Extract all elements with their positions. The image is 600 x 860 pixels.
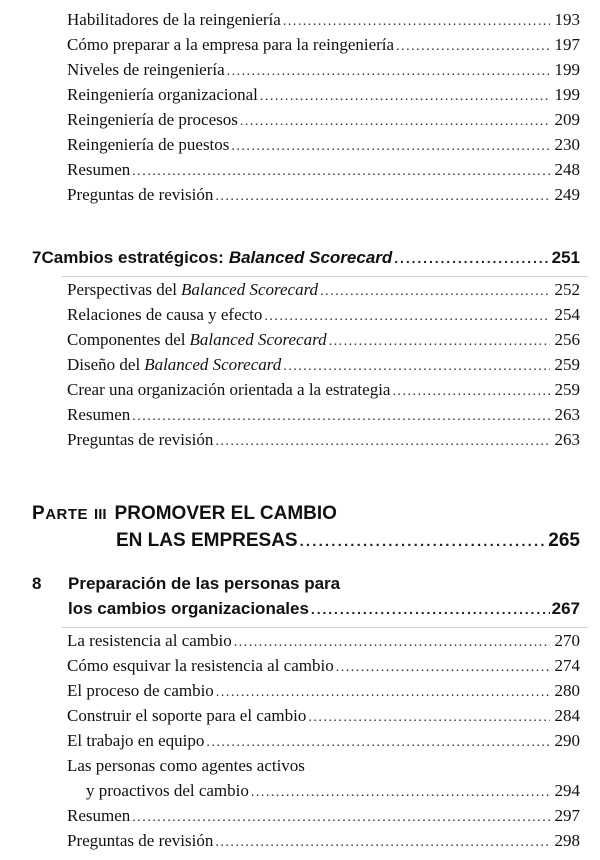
divider	[62, 276, 588, 277]
entry-title: La resistencia al cambio	[67, 631, 232, 650]
entry-page: 259	[554, 380, 580, 399]
entry-title: Construir el soporte para el cambio	[67, 706, 307, 725]
entry-title-italic: Balanced Scorecard	[189, 330, 327, 349]
entry-title: El proceso de cambio	[67, 681, 214, 700]
leader-dots	[132, 810, 550, 826]
entry-title: Relaciones de causa y efecto	[67, 305, 263, 324]
entry-title: Resumen	[67, 405, 131, 424]
leader-dots	[329, 334, 550, 350]
leader-dots	[216, 685, 550, 701]
toc-entry[interactable]	[67, 135, 580, 155]
entry-title: Cómo esquivar la resistencia al cambio	[67, 656, 334, 675]
chapter-heading-line2[interactable]	[68, 599, 580, 619]
entry-title: Preguntas de revisión	[67, 430, 214, 449]
toc-entry[interactable]	[67, 806, 580, 826]
chapter-title: Cambios estratégicos:	[41, 248, 224, 267]
toc-entry[interactable]	[67, 85, 580, 105]
toc-entry[interactable]	[67, 656, 580, 676]
chapter-title-italic: Balanced Scorecard	[228, 248, 393, 267]
toc-entry[interactable]	[67, 831, 580, 851]
toc-entry[interactable]	[67, 706, 580, 726]
entry-page: 259	[554, 355, 580, 374]
entry-title: Componentes del	[67, 330, 186, 349]
part-heading-line2[interactable]	[116, 530, 580, 552]
toc-entry-line1[interactable]	[67, 756, 580, 776]
leader-dots	[227, 64, 550, 80]
leader-dots	[394, 250, 549, 266]
leader-dots	[132, 164, 550, 180]
divider	[62, 627, 588, 628]
leader-dots	[215, 835, 550, 851]
leader-dots	[215, 434, 550, 450]
toc-entry[interactable]	[67, 110, 580, 130]
entry-page: 294	[554, 781, 580, 800]
entry-title-italic: Balanced Scorecard	[181, 280, 319, 299]
toc-entry[interactable]	[67, 305, 580, 325]
entry-title: Cómo preparar a la empresa para la reingeniería	[67, 35, 395, 54]
entry-page: 263	[554, 430, 580, 449]
leader-dots	[308, 710, 550, 726]
toc-entry[interactable]	[67, 405, 580, 425]
toc-entry[interactable]	[67, 631, 580, 651]
entry-page: 248	[554, 160, 580, 179]
entry-page: 256	[554, 330, 580, 349]
part-page: 265	[548, 530, 580, 551]
entry-page: 280	[554, 681, 580, 700]
entry-title: Habilitadores de la reingeniería	[67, 10, 281, 29]
entry-page: 209	[554, 110, 580, 129]
toc-entry[interactable]	[67, 330, 580, 350]
leader-dots	[283, 359, 550, 375]
entry-title: Las personas como agentes activos	[67, 756, 305, 775]
leader-dots	[240, 114, 550, 130]
entry-page: 230	[554, 135, 580, 154]
entry-title-italic: Balanced Scorecard	[144, 355, 282, 374]
entry-page: 284	[554, 706, 580, 725]
leader-dots	[311, 601, 550, 617]
chapter-title-line1: Preparación de las personas para	[68, 574, 341, 593]
entry-title: Resumen	[67, 160, 131, 179]
entry-page: 297	[554, 806, 580, 825]
toc-entry[interactable]	[67, 35, 580, 55]
entry-title: Reingeniería organizacional	[67, 85, 258, 104]
toc-entry[interactable]	[67, 160, 580, 180]
leader-dots	[215, 189, 550, 205]
leader-dots	[336, 660, 550, 676]
toc-entry[interactable]	[67, 681, 580, 701]
leader-dots	[206, 735, 550, 751]
toc-entry[interactable]	[67, 10, 580, 30]
chapter-page: 267	[551, 599, 580, 618]
part-title-line1: PROMOVER EL CAMBIO	[114, 503, 337, 524]
toc-entry[interactable]	[67, 185, 580, 205]
entry-page: 199	[554, 60, 580, 79]
chapter-title-line2: los cambios organizacionales	[68, 599, 309, 618]
entry-page: 263	[554, 405, 580, 424]
chapter-number: 8	[32, 574, 42, 593]
leader-dots	[264, 309, 550, 325]
leader-dots	[231, 139, 550, 155]
entry-page: 193	[554, 10, 580, 29]
chapter-page: 251	[551, 248, 580, 267]
toc-entry[interactable]	[67, 430, 580, 450]
entry-title: El trabajo en equipo	[67, 731, 205, 750]
leader-dots	[132, 409, 550, 425]
toc-entry[interactable]	[67, 355, 580, 375]
entry-title: Perspectivas del	[67, 280, 177, 299]
toc-entry-line2[interactable]	[86, 781, 580, 801]
entry-page: 249	[554, 185, 580, 204]
entry-title: Preguntas de revisión	[67, 185, 214, 204]
entry-page: 199	[554, 85, 580, 104]
leader-dots	[300, 533, 547, 550]
leader-dots	[260, 89, 550, 105]
leader-dots	[251, 785, 550, 801]
toc-entry[interactable]	[67, 280, 580, 300]
entry-page: 274	[554, 656, 580, 675]
chapter-number: 7	[32, 248, 42, 267]
leader-dots	[283, 14, 550, 30]
leader-dots	[234, 635, 550, 651]
leader-dots	[396, 39, 550, 55]
toc-entry[interactable]	[67, 731, 580, 751]
entry-title: Diseño del	[67, 355, 141, 374]
entry-page: 197	[554, 35, 580, 54]
entry-page: 252	[554, 280, 580, 299]
entry-title: Reingeniería de puestos	[67, 135, 230, 154]
part-label: PARTE	[32, 503, 89, 524]
entry-title: Reingeniería de procesos	[67, 110, 238, 129]
leader-dots	[320, 284, 550, 300]
entry-page: 270	[554, 631, 580, 650]
toc-entry[interactable]	[67, 60, 580, 80]
part-heading[interactable]	[32, 503, 337, 525]
entry-page: 254	[554, 305, 580, 324]
entry-title: Resumen	[67, 806, 131, 825]
entry-title: Niveles de reingeniería	[67, 60, 225, 79]
chapter-heading[interactable]	[32, 574, 340, 594]
entry-title: Crear una organización orientada a la estrategia	[67, 380, 391, 399]
entry-page: 298	[554, 831, 580, 850]
chapter-heading[interactable]	[32, 248, 580, 268]
part-title-line2: EN LAS EMPRESAS	[116, 530, 298, 551]
entry-title: Preguntas de revisión	[67, 831, 214, 850]
toc-entry[interactable]	[67, 380, 580, 400]
leader-dots	[392, 384, 550, 400]
entry-title: y proactivos del cambio	[86, 781, 249, 800]
entry-page: 290	[554, 731, 580, 750]
part-numeral: III	[94, 506, 107, 523]
